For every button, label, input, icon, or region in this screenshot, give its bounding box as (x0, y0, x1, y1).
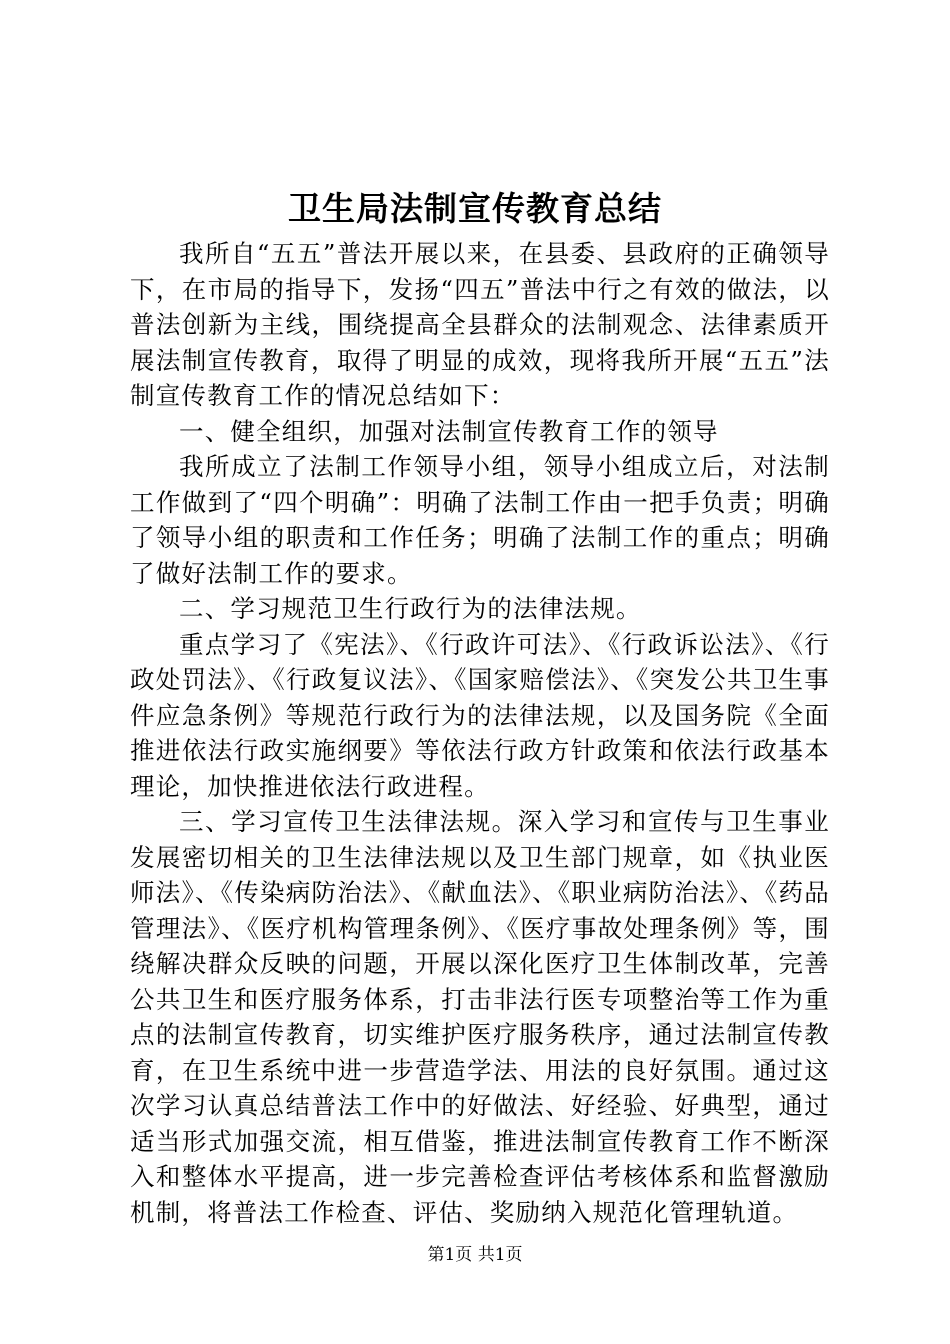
section-paragraph-2: 重点学习了《宪法》、《行政许可法》、《行政诉讼法》、《行政处罚法》、《行政复议法》、《国家赔偿法》、《突发公共卫生事件应急条例》等规范行政行为的法律法规，以及国务院《全面推进依法行政实施纲要》等依法行政方针政策和依法行政基本理论，加快推进依法行政进程。 (130, 629, 830, 801)
intro-paragraph: 我所自“五五”普法开展以来，在县委、县政府的正确领导下，在市局的指导下，发扬“四五”普法中行之有效的做法，以普法创新为主线，围绕提高全县群众的法制观念、法律素质开展法制宣传教育，取得了明显的成效，现将我所开展“五五”法制宣传教育工作的情况总结如下： (130, 239, 830, 410)
section-heading-2: 二、学习规范卫生行政行为的法律法规。 (179, 594, 642, 623)
section-paragraph-3: 三、学习宣传卫生法律法规。深入学习和宣传与卫生事业发展密切相关的卫生法律法规以及卫生部门规章，如《执业医师法》、《传染病防治法》、《献血法》、《职业病防治法》、《药品管理法》、《医疗机构管理条例》、《医疗事故处理条例》等，围绕解决群众反映的问题，开展以深化医疗卫生体制改革，完善公共卫生和医疗服务体系，打击非法行医专项整治等工作为重点的法制宣传教育，切实维护医疗服务秩序，通过法制宣传教育，在卫生系统中进一步营造学法、用法的良好氛围。通过这次学习认真总结普法工作中的好做法、好经验、好典型，通过适当形式加强交流，相互借鉴，推进法制宣传教育工作不断深入和整体水平提高，进一步完善检查评估考核体系和监督激励机制，将普法工作检查、评估、奖励纳入规范化管理轨道。 (130, 807, 830, 1227)
page-footer: 第1页 共1页 (427, 1245, 523, 1265)
document-body (130, 236, 830, 1230)
document-title: 卫生局法制宣传教育总结 (288, 189, 662, 228)
section-heading-1: 一、健全组织，加强对法制宣传教育工作的领导 (179, 416, 719, 446)
section-paragraph-1: 我所成立了法制工作领导小组，领导小组成立后，对法制工作做到了“四个明确”：明确了法制工作由一把手负责；明确了领导小组的职责和工作任务；明确了法制工作的重点；明确了做好法制工作的要求。 (130, 452, 830, 588)
